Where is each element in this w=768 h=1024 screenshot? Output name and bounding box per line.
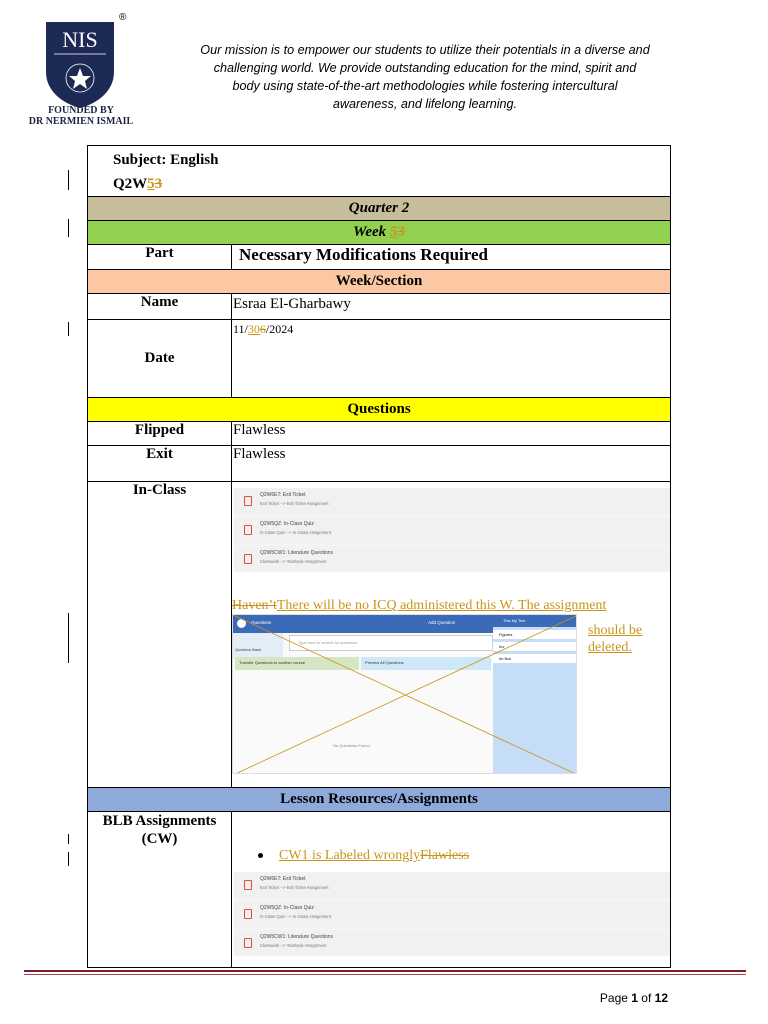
test-panel: This My Test Figures Inv Im Not [493, 615, 577, 774]
list-item: Q2W6ET: Exit Ticket Exit Ticket --> Exit Ticket Assignment [234, 872, 670, 898]
subject-title: Subject: English [113, 152, 219, 168]
delete-note: should be deleted. [588, 623, 643, 655]
week-code: Q2W53 [113, 176, 163, 192]
document-icon [244, 938, 252, 948]
exit-value: Flawless [232, 446, 671, 482]
inclass-label: In-Class [88, 482, 232, 788]
page-number: Page 1 of 12 [599, 991, 668, 1005]
document-icon [244, 554, 252, 564]
school-logo [22, 14, 140, 130]
modifications-header: Necessary Modifications Required [232, 245, 671, 270]
questions-band: Questions [88, 398, 671, 422]
document-icon [244, 496, 252, 506]
list-item: Q2W5CW1: Literature Questions Classwork --> Textbook Assignment [234, 546, 670, 572]
lesson-review-table [87, 145, 671, 968]
week-band: Week 53 [88, 221, 671, 245]
week-section-band: Week/Section [88, 270, 671, 294]
list-item: Q2W6ET: Exit Ticket Exit Ticket --> Exit Ticket Assignment [234, 488, 670, 514]
shield-logo-icon [44, 20, 116, 110]
date-value: 11/306/2024 [232, 320, 671, 398]
change-bar [68, 852, 69, 866]
date-label: Date [88, 320, 232, 398]
change-bar [68, 219, 69, 237]
registered-mark: ® [119, 12, 127, 23]
change-bar [68, 170, 69, 190]
bullet-icon [258, 853, 263, 858]
part-header: Part [88, 245, 232, 270]
list-item: Q2W5QZ: In-Class Quiz In-Class Quiz --> In-Class Assignment [234, 901, 670, 927]
list-item: Q2W5QZ: In-Class Quiz In-Class Quiz --> In-Class Assignment [234, 517, 670, 543]
subject-cell [88, 146, 671, 197]
resources-band: Lesson Resources/Assignments [88, 788, 671, 812]
founder-caption: FOUNDED BY DR NERMIEN ISMAIL [28, 105, 134, 127]
quarter-band: Quarter 2 [88, 197, 671, 221]
exit-label: Exit [88, 446, 232, 482]
footer-rule [24, 970, 746, 972]
document-icon [244, 909, 252, 919]
list-item: Q2W5CW1: Literature Questions Classwork --> Textbook Assignment [234, 930, 670, 956]
name-label: Name [88, 294, 232, 320]
change-bar [68, 322, 69, 336]
icq-revision: Haven’tThere will be no ICQ administered this W. The assignment [232, 598, 607, 613]
cw-revision: CW1 is Labeled wronglyFlawless [258, 848, 670, 864]
document-icon [244, 525, 252, 535]
cross-out-icon [233, 615, 577, 774]
change-bar [68, 834, 69, 844]
flipped-value: Flawless [232, 422, 671, 446]
search-input: Type here to search for questions [289, 635, 493, 651]
footer-rule [24, 974, 746, 975]
assignment-list-screenshot [234, 488, 670, 572]
inclass-cell [232, 482, 671, 788]
document-icon [244, 880, 252, 890]
mission-statement: Our mission is to empower our students to utilize their potentials in a diverse and challenging world. We provide outstanding education for the mind, spirit and body using state-of-the-art methodologies while fostering intercultural awareness, and lifelong learning. [200, 43, 650, 111]
assignment-list-screenshot [234, 872, 670, 956]
blb-label: BLB Assignments (CW) [88, 812, 232, 968]
question-bank-screenshot: Questions Add Question Question Bank Type here to search for questions Transfer Questions to another course Preview All Questions No Questions Found This My Test Figures Inv Im Not should be deleted. [232, 614, 670, 774]
svg-text:NIS: NIS [62, 27, 98, 52]
blb-cell [232, 812, 671, 968]
change-bar [68, 613, 69, 663]
name-value: Esraa El-Gharbawy [232, 294, 671, 320]
flipped-label: Flipped [88, 422, 232, 446]
